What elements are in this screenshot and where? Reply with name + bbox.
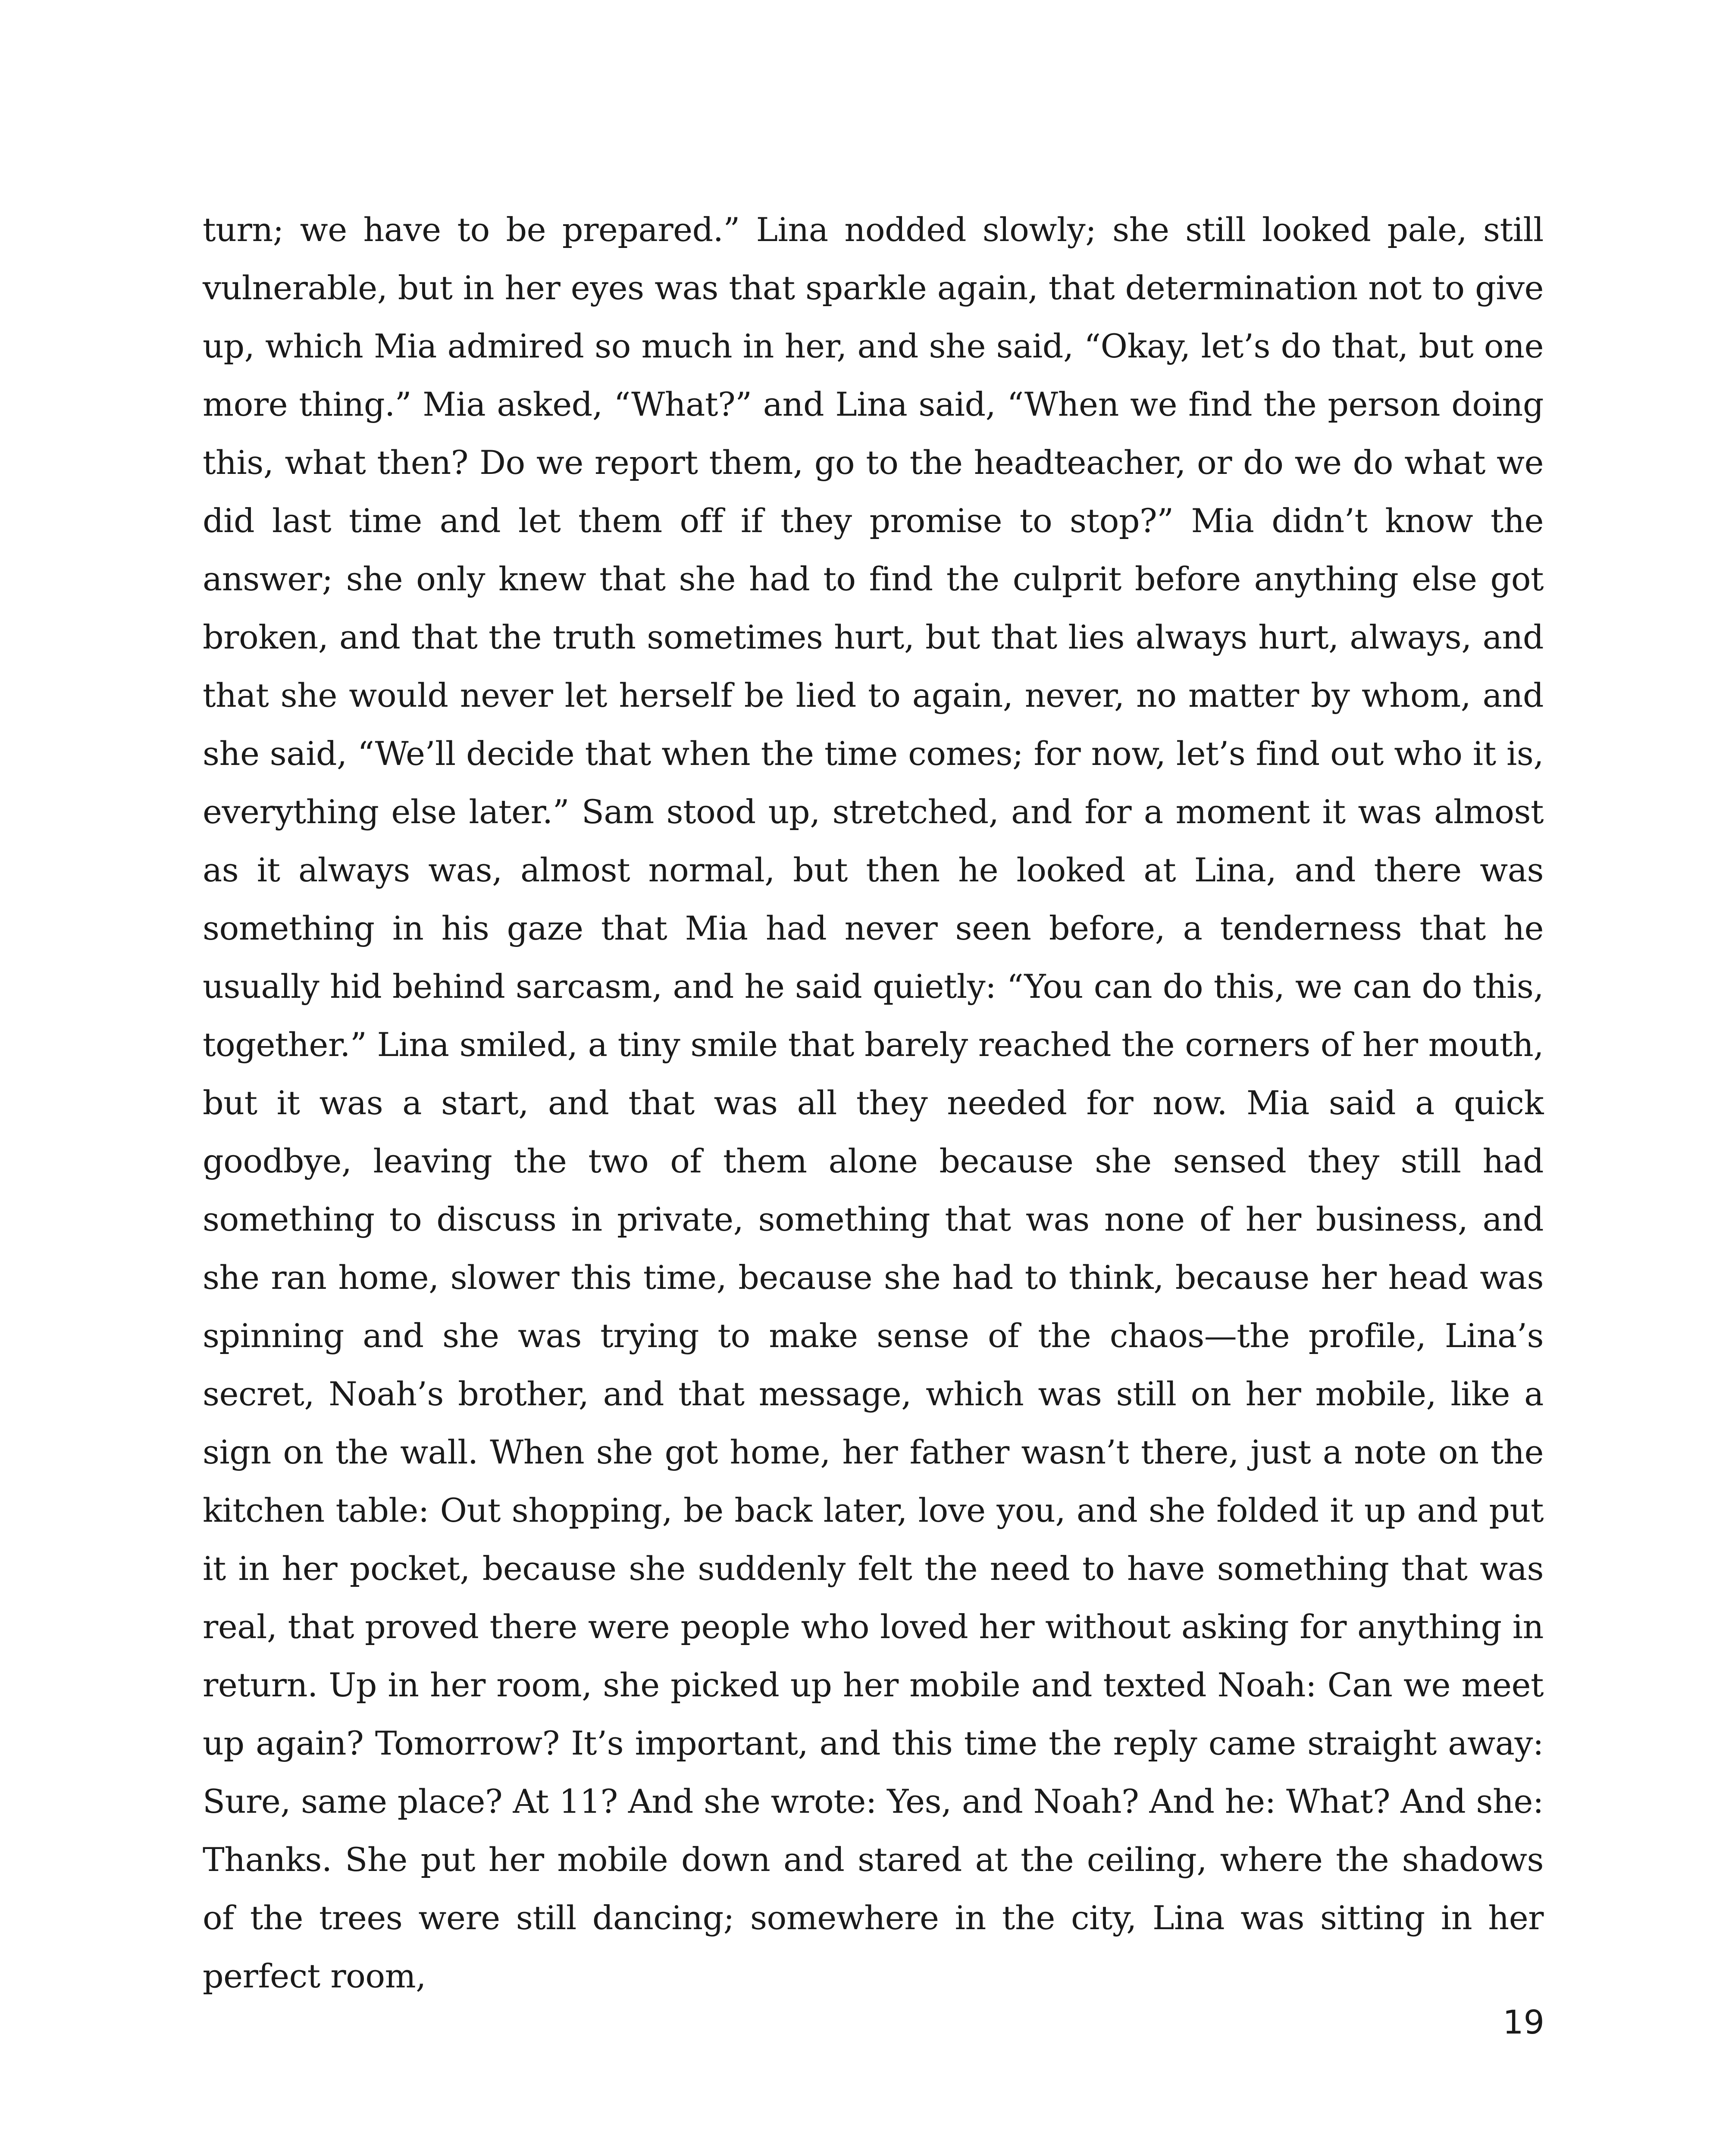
page-number: 19 xyxy=(1503,2003,1544,2041)
page-body-text: turn; we have to be prepared.” Lina nodded slowly; she still looked pale, still vulnerable, but in her eyes was that sparkle again, that determination not to give up, which Mia admired so much in her, and she said, “Okay, let’s do that, but one more thing.” Mia asked, “What?” and Lina said, “When we find the person doing this, what then? Do we report them, go to the headteacher, or do we do what we did last time and let them off if they promise to stop?” Mia didn’t know the answer; she only knew that she had to find the culprit before anything else got broken, and that the truth sometimes hurt, but that lies always hurt, always, and that she would never let herself be lied to again, never, no matter by whom, and she said, “We’ll decide that when the time comes; for now, let’s find out who it is, everything else later.” Sam stood up, stretched, and for a moment it was almost as it always was, almost normal, but then he looked at Lina, and there was something in his gaze that Mia had never seen before, a tenderness that he usually hid behind sarcasm, and he said quietly: “You can do this, we can do this, together.” Lina smiled, a tiny smile that barely reached the corners of her mouth, but it was a start, and that was all they needed for now. Mia said a quick goodbye, leaving the two of them alone because she sensed they still had something to discuss in private, something that was none of her business, and she ran home, slower this time, because she had to think, because her head was spinning and she was trying to make sense of the chaos—the profile, Lina’s secret, Noah’s brother, and that message, which was still on her mobile, like a sign on the wall. When she got home, her father wasn’t there, just a note on the kitchen table: Out shopping, be back later, love you, and she folded it up and put it in her pocket, because she suddenly felt the need to have something that was real, that proved there were people who loved her without asking for anything in return. Up in her room, she picked up her mobile and texted Noah: Can we meet up again? Tomorrow? It’s important, and this time the reply came straight away: Sure, same place? At 11? And she wrote: Yes, and Noah? And he: What? And she: Thanks. She put her mobile down and stared at the ceiling, where the shadows of the trees were still dancing; somewhere in the city, Lina was sitting in her perfect room, xyxy=(203,210,1544,1995)
